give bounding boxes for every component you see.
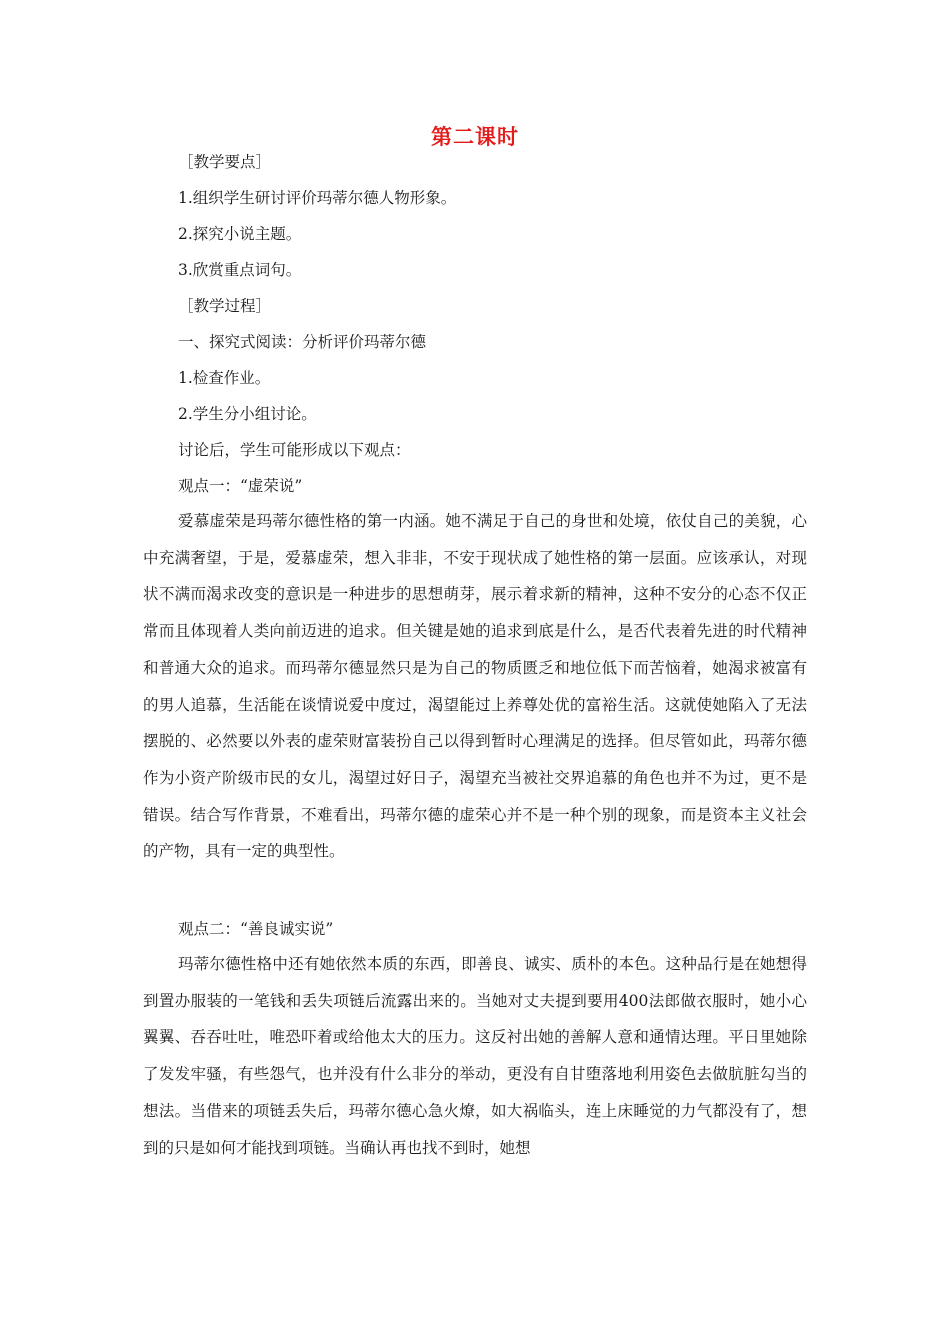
view-paragraph: 爱慕虚荣是玛蒂尔德性格的第一内涵。她不满足于自己的身世和处境，依仗自己的美貌，心中充满奢望，于是，爱慕虚荣，想入非非，不安于现状成了她性格的第一层面。应该承认，对现状不满而渴求改变的意识是一种进步的思想萌芽，展示着求新的精神，这种不安分的心态不仅正常而且体现着人类向前迈进的追求。但关键是她的追求到底是什么，是否代表着先进的时代精神和普通大众的追求。而玛蒂尔德显然只是为自己的物质匮乏和地位低下而苦恼着，她渴求被富有的男人追慕，生活能在谈情说爱中度过，渴望能过上养尊处优的富裕生活。这就使她陷入了无法摆脱的、必然要以外表的虚荣财富装扮自己以得到暂时心理满足的选择。但尽管如此，玛蒂尔德作为小资产阶级市民的女儿，渴望过好日子，渴望充当被社交界追慕的角色也并不为过，更不是错误。结合写作背景，不难看出，玛蒂尔德的虚荣心并不是一种个别的现象，而是资本主义社会的产物，具有一定的典型性。: [143, 512, 807, 861]
view-paragraph: 玛蒂尔德性格中还有她依然本质的东西，即善良、诚实、质朴的本色。这种品行是在她想得到置办服装的一笔钱和丢失项链后流露出来的。当她对丈夫提到要用400法郎做衣服时，她小心翼翼、吞吞吐吐，唯恐吓着或给他太大的压力。这反衬出她的善解人意和通情达理。平日里她除了发发牢骚，有些怨气，也并没有什么非分的举动，更没有自甘堕落地利用姿色去做肮脏勾当的想法。当借来的项链丢失后，玛蒂尔德心急火燎，如大祸临头，连上床睡觉的力气都没有了，想到的只是如何才能找到项链。当确认再也找不到时，她想: [143, 955, 807, 1157]
step-item: 1.检查作业。: [178, 369, 271, 387]
process-heading: ［教学过程］: [178, 297, 272, 315]
key-point-item: 2.探究小说主题。: [178, 225, 302, 243]
view-heading: 观点一：“虚荣说”: [178, 477, 303, 495]
discussion-intro: 讨论后，学生可能形成以下观点：: [178, 441, 411, 459]
page-title: 第二课时: [431, 125, 519, 149]
key-point-item: 3.欣赏重点词句。: [178, 261, 302, 279]
step-item: 2.学生分小组讨论。: [178, 405, 317, 423]
view-heading: 观点二：“善良诚实说”: [178, 920, 334, 938]
key-points-heading: ［教学要点］: [178, 153, 272, 171]
key-point-item: 1.组织学生研讨评价玛蒂尔德人物形象。: [178, 189, 457, 207]
section-heading: 一、探究式阅读：分析评价玛蒂尔德: [178, 333, 427, 351]
